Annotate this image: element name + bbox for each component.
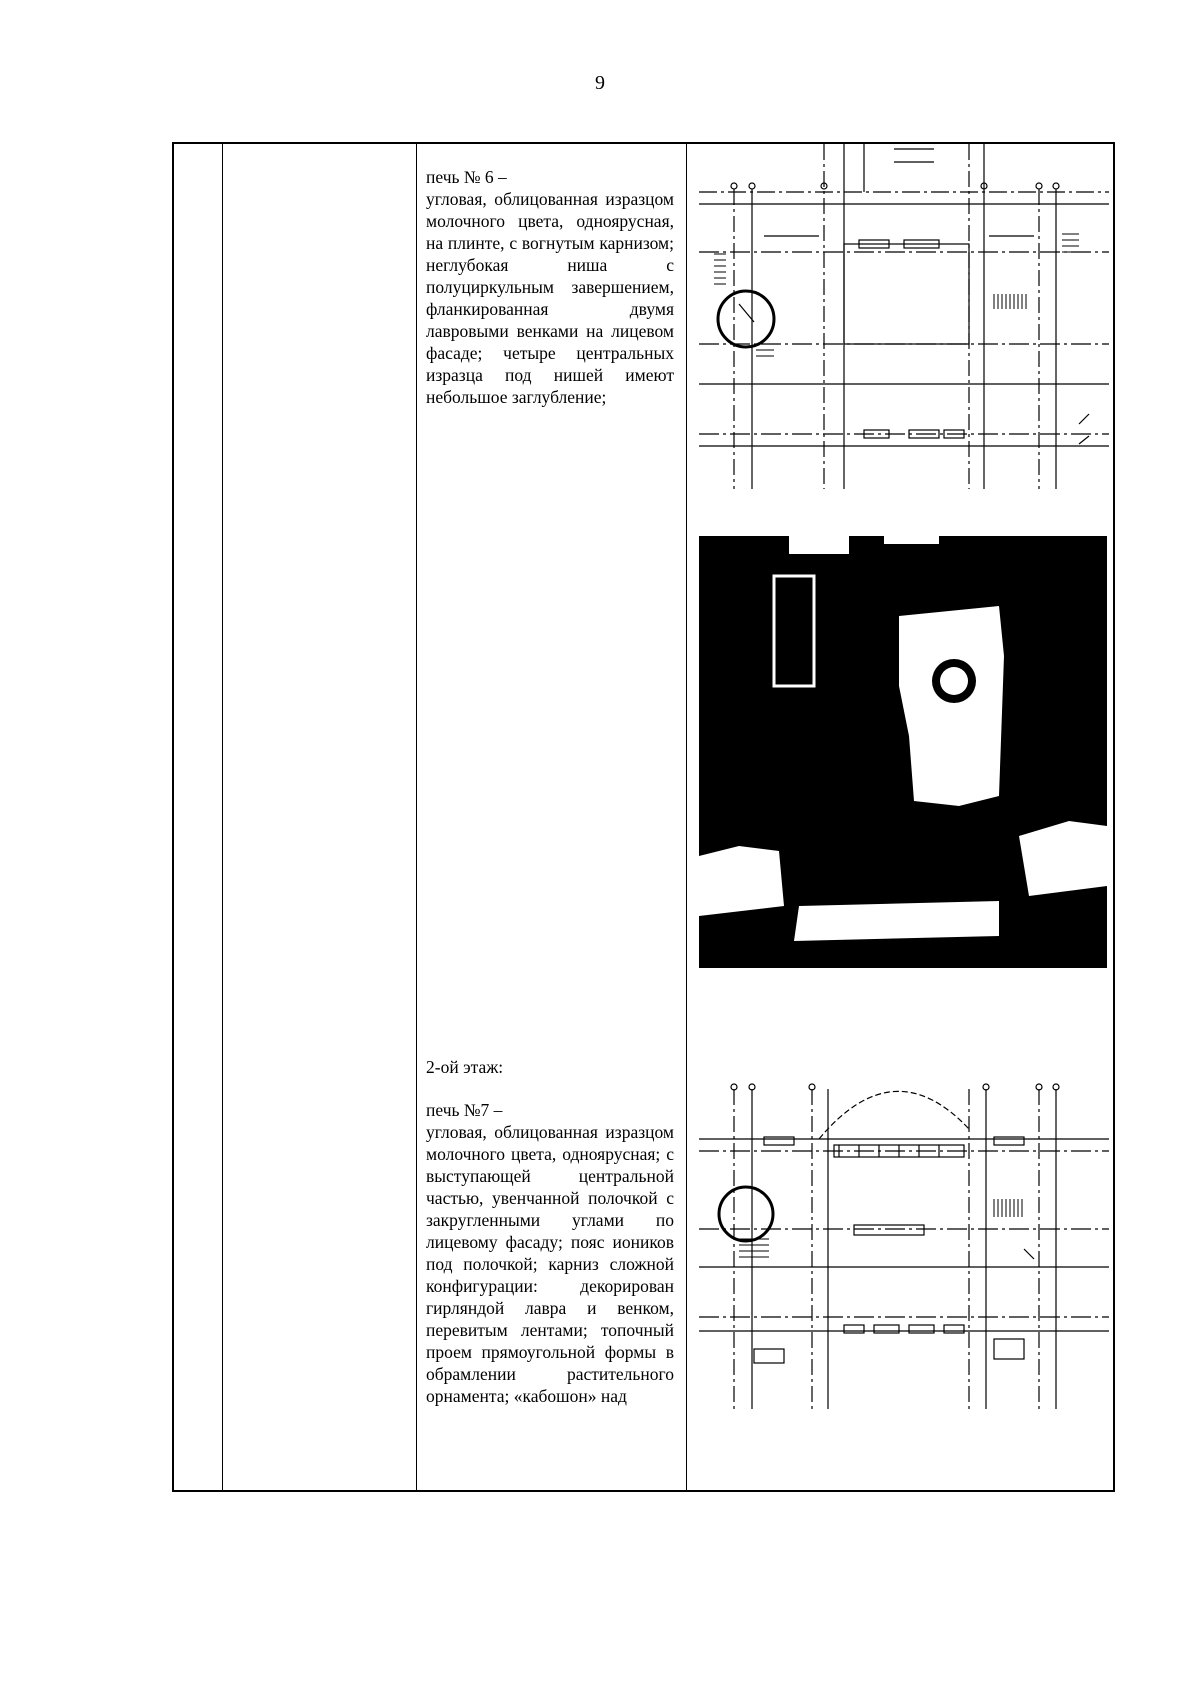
stove-6-photo <box>699 536 1107 968</box>
stove-6-title: печь № 6 – <box>426 167 507 187</box>
stove-7-description: угловая, облицованная изразцом молочного цвета, одноярусная; с выступающей центральной частью, увенчанной полочкой с закругленными углами по лицевому фасаду; пояс иоников под полочкой; карниз сложной конфигурации: декорирован гирляндой лавра и венком, перевитым лентами; топочный проем прямоугольной формы в обрамлении растительного орнамента; «кабошон» над <box>426 1122 674 1406</box>
floor-plan-drawing-1 <box>694 144 1114 489</box>
column-divider-3 <box>686 144 687 1490</box>
column-divider-1 <box>222 144 223 1490</box>
floor-plan-drawing-2 <box>694 1079 1114 1409</box>
stove-7-description-block <box>426 1099 674 1407</box>
stove-6-description: угловая, облицованная изразцом молочного цвета, одноярусная, на плинте, с вогнутым карнизом; неглубокая ниша с полуциркульным завершением, фланкированная двумя лавровыми венками на лицевом фасаде; четыре центральных изразца под нишей имеют небольшое заглубление; <box>426 189 674 407</box>
stove-6-description-block <box>426 166 674 408</box>
floor-2-heading: 2-ой этаж: <box>426 1057 504 1077</box>
column-divider-2 <box>416 144 417 1490</box>
floor-2-heading-block <box>426 1056 674 1078</box>
page-number: 9 <box>595 72 605 94</box>
heritage-table <box>172 142 1115 1492</box>
stove-7-title: печь №7 – <box>426 1100 503 1120</box>
